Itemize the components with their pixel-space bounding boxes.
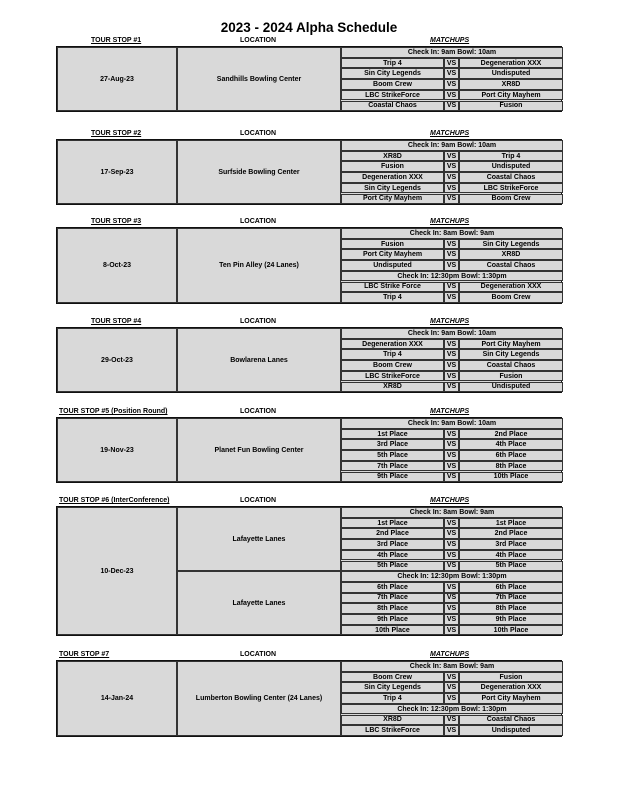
away-team: Boom Crew xyxy=(459,194,563,205)
away-team: Port City Mayhem xyxy=(459,339,563,350)
away-team: Coastal Chaos xyxy=(459,360,563,371)
away-team: Coastal Chaos xyxy=(459,172,563,183)
home-team: XR8D xyxy=(341,382,444,393)
away-team: Coastal Chaos xyxy=(459,715,563,726)
vs-label: VS xyxy=(444,68,459,79)
vs-label: VS xyxy=(444,339,459,350)
home-team: 9th Place xyxy=(341,472,444,483)
tour-stop-block xyxy=(56,506,562,636)
checkin-time: Check In: 12:30pm Bowl: 1:30pm xyxy=(341,271,563,282)
vs-label: VS xyxy=(444,450,459,461)
vs-label: VS xyxy=(444,239,459,250)
matchups-header: MATCHUPS xyxy=(430,218,470,225)
home-team: Trip 4 xyxy=(341,292,444,303)
tour-stop-label: TOUR STOP #5 (Position Round) xyxy=(59,408,168,415)
vs-label: VS xyxy=(444,349,459,360)
away-team: Fusion xyxy=(459,101,563,112)
page-title: 2023 - 2024 Alpha Schedule xyxy=(220,20,398,35)
tour-stop-block xyxy=(56,46,562,112)
tour-stop-label: TOUR STOP #4 xyxy=(91,318,142,325)
checkin-time: Check In: 9am Bowl: 10am xyxy=(341,47,563,58)
matchups-header: MATCHUPS xyxy=(430,130,470,137)
checkin-time: Check In: 9am Bowl: 10am xyxy=(341,140,563,151)
vs-label: VS xyxy=(444,550,459,561)
stop-location: Surfside Bowling Center xyxy=(177,140,341,204)
vs-label: VS xyxy=(444,539,459,550)
home-team: 2nd Place xyxy=(341,528,444,539)
checkin-time: Check In: 8am Bowl: 9am xyxy=(341,228,563,239)
home-team: 7th Place xyxy=(341,593,444,604)
home-team: Degeneration XXX xyxy=(341,172,444,183)
away-team: 8th Place xyxy=(459,461,563,472)
location-header: LOCATION xyxy=(240,218,277,225)
stop-location: Sandhills Bowling Center xyxy=(177,47,341,111)
home-team: 5th Place xyxy=(341,450,444,461)
home-team: Coastal Chaos xyxy=(341,101,444,112)
vs-label: VS xyxy=(444,603,459,614)
stop-date: 29-Oct-23 xyxy=(57,328,177,392)
away-team: 1st Place xyxy=(459,518,563,529)
vs-label: VS xyxy=(444,715,459,726)
away-team: 6th Place xyxy=(459,582,563,593)
location-header: LOCATION xyxy=(240,408,277,415)
home-team: 5th Place xyxy=(341,561,444,572)
home-team: 6th Place xyxy=(341,582,444,593)
home-team: Sin City Legends xyxy=(341,68,444,79)
away-team: 5th Place xyxy=(459,561,563,572)
home-team: XR8D xyxy=(341,715,444,726)
vs-label: VS xyxy=(444,151,459,162)
stop-location: Planet Fun Bowling Center xyxy=(177,418,341,482)
vs-label: VS xyxy=(444,360,459,371)
vs-label: VS xyxy=(444,101,459,112)
tour-stop-block xyxy=(56,227,562,304)
vs-label: VS xyxy=(444,614,459,625)
home-team: 1st Place xyxy=(341,429,444,440)
vs-label: VS xyxy=(444,161,459,172)
location-header: LOCATION xyxy=(240,497,277,504)
away-team: 4th Place xyxy=(459,550,563,561)
vs-label: VS xyxy=(444,582,459,593)
location-header: LOCATION xyxy=(240,318,277,325)
home-team: Boom Crew xyxy=(341,360,444,371)
away-team: 9th Place xyxy=(459,614,563,625)
vs-label: VS xyxy=(444,260,459,271)
matchups-header: MATCHUPS xyxy=(430,408,470,415)
vs-label: VS xyxy=(444,439,459,450)
vs-label: VS xyxy=(444,79,459,90)
away-team: 10th Place xyxy=(459,625,563,636)
vs-label: VS xyxy=(444,725,459,736)
vs-label: VS xyxy=(444,371,459,382)
vs-label: VS xyxy=(444,282,459,293)
matchups-header: MATCHUPS xyxy=(430,318,470,325)
stop-location: Lafayette Lanes xyxy=(177,571,341,635)
stop-location: Ten Pin Alley (24 Lanes) xyxy=(177,228,341,303)
vs-label: VS xyxy=(444,693,459,704)
stop-date: 19-Nov-23 xyxy=(57,418,177,482)
away-team: Undisputed xyxy=(459,161,563,172)
stop-date: 14-Jan-24 xyxy=(57,661,177,736)
away-team: 8th Place xyxy=(459,603,563,614)
home-team: LBC Strike Force xyxy=(341,282,444,293)
home-team: LBC StrikeForce xyxy=(341,90,444,101)
stop-location: Lafayette Lanes xyxy=(177,507,341,571)
away-team: Degeneration XXX xyxy=(459,682,563,693)
home-team: LBC StrikeForce xyxy=(341,371,444,382)
away-team: Undisputed xyxy=(459,725,563,736)
home-team: 8th Place xyxy=(341,603,444,614)
away-team: 4th Place xyxy=(459,439,563,450)
vs-label: VS xyxy=(444,194,459,205)
matchups-header: MATCHUPS xyxy=(430,497,470,504)
home-team: 1st Place xyxy=(341,518,444,529)
checkin-time: Check In: 9am Bowl: 10am xyxy=(341,328,563,339)
home-team: Boom Crew xyxy=(341,79,444,90)
away-team: Fusion xyxy=(459,672,563,683)
vs-label: VS xyxy=(444,382,459,393)
vs-label: VS xyxy=(444,172,459,183)
vs-label: VS xyxy=(444,682,459,693)
away-team: Boom Crew xyxy=(459,292,563,303)
home-team: 4th Place xyxy=(341,550,444,561)
matchups-header: MATCHUPS xyxy=(430,37,470,44)
away-team: Port City Mayhem xyxy=(459,693,563,704)
home-team: LBC StrikeForce xyxy=(341,725,444,736)
vs-label: VS xyxy=(444,90,459,101)
vs-label: VS xyxy=(444,472,459,483)
tour-stop-label: TOUR STOP #2 xyxy=(91,130,142,137)
home-team: Port City Mayhem xyxy=(341,249,444,260)
vs-label: VS xyxy=(444,625,459,636)
vs-label: VS xyxy=(444,672,459,683)
away-team: Coastal Chaos xyxy=(459,260,563,271)
away-team: 10th Place xyxy=(459,472,563,483)
away-team: Undisputed xyxy=(459,382,563,393)
home-team: Undisputed xyxy=(341,260,444,271)
vs-label: VS xyxy=(444,461,459,472)
tour-stop-label: TOUR STOP #7 xyxy=(59,651,110,658)
vs-label: VS xyxy=(444,528,459,539)
home-team: 3rd Place xyxy=(341,539,444,550)
away-team: Port City Mayhem xyxy=(459,90,563,101)
vs-label: VS xyxy=(444,249,459,260)
home-team: XR8D xyxy=(341,151,444,162)
tour-stop-label: TOUR STOP #1 xyxy=(91,37,142,44)
away-team: LBC StrikeForce xyxy=(459,183,563,194)
home-team: Port City Mayhem xyxy=(341,194,444,205)
home-team: Degeneration XXX xyxy=(341,339,444,350)
checkin-time: Check In: 12:30pm Bowl: 1:30pm xyxy=(341,704,563,715)
tour-stop-block xyxy=(56,139,562,205)
matchups-header: MATCHUPS xyxy=(430,651,470,658)
vs-label: VS xyxy=(444,183,459,194)
tour-stop-label: TOUR STOP #6 (InterConference) xyxy=(59,497,170,504)
tour-stop-label: TOUR STOP #3 xyxy=(91,218,142,225)
location-header: LOCATION xyxy=(240,37,277,44)
tour-stop-block xyxy=(56,327,562,393)
away-team: Trip 4 xyxy=(459,151,563,162)
away-team: Degeneration XXX xyxy=(459,58,563,69)
checkin-time: Check In: 8am Bowl: 9am xyxy=(341,507,563,518)
away-team: 3rd Place xyxy=(459,539,563,550)
home-team: Boom Crew xyxy=(341,672,444,683)
tour-stop-block xyxy=(56,660,562,737)
checkin-time: Check In: 8am Bowl: 9am xyxy=(341,661,563,672)
vs-label: VS xyxy=(444,292,459,303)
stop-date: 17-Sep-23 xyxy=(57,140,177,204)
vs-label: VS xyxy=(444,561,459,572)
away-team: 2nd Place xyxy=(459,528,563,539)
tour-stop-block xyxy=(56,417,562,483)
away-team: XR8D xyxy=(459,79,563,90)
checkin-time: Check In: 12:30pm Bowl: 1:30pm xyxy=(341,571,563,582)
home-team: 7th Place xyxy=(341,461,444,472)
away-team: Fusion xyxy=(459,371,563,382)
location-header: LOCATION xyxy=(240,130,277,137)
away-team: 6th Place xyxy=(459,450,563,461)
home-team: Fusion xyxy=(341,161,444,172)
away-team: Sin City Legends xyxy=(459,239,563,250)
away-team: XR8D xyxy=(459,249,563,260)
home-team: 9th Place xyxy=(341,614,444,625)
away-team: 7th Place xyxy=(459,593,563,604)
home-team: Sin City Legends xyxy=(341,682,444,693)
stop-location: Bowlarena Lanes xyxy=(177,328,341,392)
away-team: Sin City Legends xyxy=(459,349,563,360)
home-team: Fusion xyxy=(341,239,444,250)
vs-label: VS xyxy=(444,58,459,69)
vs-label: VS xyxy=(444,518,459,529)
checkin-time: Check In: 9am Bowl: 10am xyxy=(341,418,563,429)
stop-location: Lumberton Bowling Center (24 Lanes) xyxy=(177,661,341,736)
home-team: 10th Place xyxy=(341,625,444,636)
away-team: 2nd Place xyxy=(459,429,563,440)
home-team: Trip 4 xyxy=(341,693,444,704)
stop-date: 8-Oct-23 xyxy=(57,228,177,303)
home-team: 3rd Place xyxy=(341,439,444,450)
vs-label: VS xyxy=(444,429,459,440)
stop-date: 10-Dec-23 xyxy=(57,507,177,635)
location-header: LOCATION xyxy=(240,651,277,658)
away-team: Undisputed xyxy=(459,68,563,79)
home-team: Sin City Legends xyxy=(341,183,444,194)
vs-label: VS xyxy=(444,593,459,604)
home-team: Trip 4 xyxy=(341,349,444,360)
stop-date: 27-Aug-23 xyxy=(57,47,177,111)
home-team: Trip 4 xyxy=(341,58,444,69)
away-team: Degeneration XXX xyxy=(459,282,563,293)
